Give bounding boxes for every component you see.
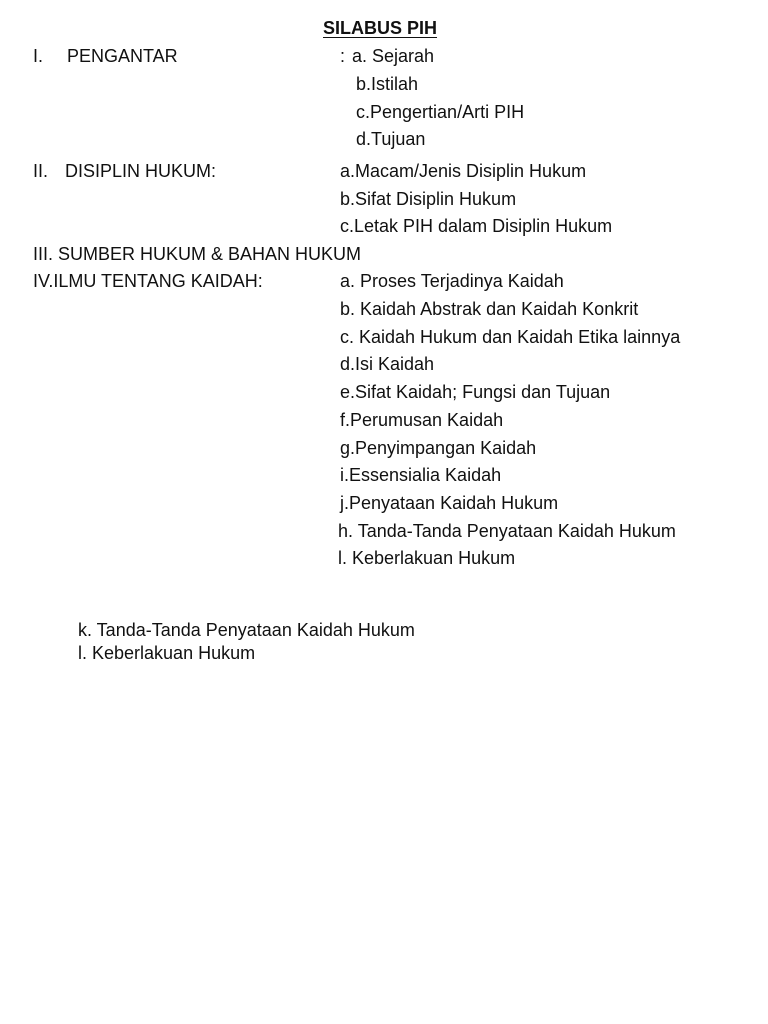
section-heading: IV.ILMU TENTANG KAIDAH:: [33, 271, 263, 291]
list-item: b.Sifat Disiplin Hukum: [340, 189, 517, 209]
list-item: c.Letak PIH dalam Disiplin Hukum: [340, 216, 613, 236]
section-heading: III. SUMBER HUKUM & BAHAN HUKUM: [33, 244, 362, 264]
list-item: j.Penyataan Kaidah Hukum: [340, 493, 559, 513]
list-item: c.Pengertian/Arti PIH: [356, 102, 525, 122]
list-item: i.Essensialia Kaidah: [340, 465, 502, 485]
list-item: l. Keberlakuan Hukum: [78, 643, 256, 663]
list-item: a. Proses Terjadinya Kaidah: [340, 271, 564, 291]
list-item: c. Kaidah Hukum dan Kaidah Etika lainnya: [340, 327, 681, 347]
list-item: e.Sifat Kaidah; Fungsi dan Tujuan: [340, 382, 611, 402]
section-prefix: :: [340, 46, 346, 66]
list-item: f.Perumusan Kaidah: [340, 410, 504, 430]
list-item: d.Tujuan: [356, 129, 426, 149]
section-heading: PENGANTAR: [67, 46, 178, 66]
section-numeral: I.: [33, 46, 44, 66]
list-item: l. Keberlakuan Hukum: [338, 548, 516, 568]
list-item: b. Kaidah Abstrak dan Kaidah Konkrit: [340, 299, 639, 319]
list-item: a. Sejarah: [352, 46, 435, 66]
list-item: b.Istilah: [356, 74, 419, 94]
section-heading: DISIPLIN HUKUM:: [65, 161, 217, 181]
list-item: h. Tanda-Tanda Penyataan Kaidah Hukum: [338, 521, 676, 541]
page-title: SILABUS PIH: [323, 18, 438, 38]
section-numeral: II.: [33, 161, 49, 181]
list-item: k. Tanda-Tanda Penyataan Kaidah Hukum: [78, 620, 415, 640]
list-item: d.Isi Kaidah: [340, 354, 435, 374]
list-item: a.Macam/Jenis Disiplin Hukum: [340, 161, 587, 181]
list-item: g.Penyimpangan Kaidah: [340, 438, 537, 458]
